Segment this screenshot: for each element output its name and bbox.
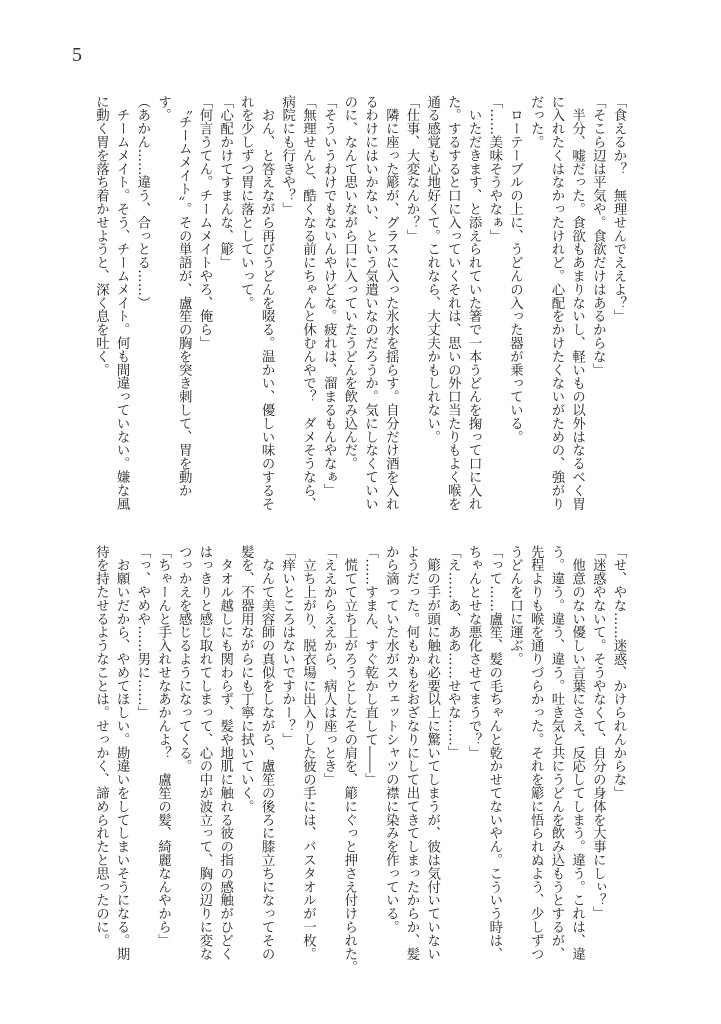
text-line: 「……美味そうやなぁ」: [486, 95, 502, 243]
text-line: るわけにはいかない、という気遣いなのだろうか。気にしなくていい: [362, 95, 378, 511]
text-line: お願いだから、やめてほしい。勘違いをしてしまいそうになる。期: [114, 545, 130, 961]
text-line: うどんを口に運ぶ。: [507, 545, 523, 666]
text-line: 「心配かけてすまんな、簓」: [217, 95, 233, 270]
text-line: ローテーブルの上に、うどんの入った器が乗っている。: [507, 95, 523, 444]
page-number: 5: [72, 44, 82, 66]
text-line: 待を持たせるようなことは。せっかく、諦められたと思ったのに。: [93, 545, 109, 947]
text-line: 「せ、やな……迷惑、かけられんからな」: [611, 545, 626, 800]
text-line: 簓の手が頭に触れ必要以上に驚いてしまうが、彼は気付いていない: [424, 545, 440, 961]
text-line: タオル越しにも関わらず、髪や地肌に触れる彼の指の感触がひどく: [217, 545, 233, 961]
text-line: 「って……盧笙、髪の毛ちゃんと乾かせてないやん。こういう時は、: [486, 545, 502, 961]
text-line: ようだった。何もかもをおざなりにして出てきてしまったからか、髪: [403, 545, 419, 961]
text-line: 「迷惑やないて。そうやなくて、自分の身体を大事にしぃ？」: [590, 545, 606, 921]
text-line: 「痒いところはないですかー？」: [279, 545, 295, 746]
text-line: 髪を、不器用ながらにも丁寧に拭いていく。: [238, 545, 254, 813]
text-line: 慌てて立ち上がろうとしたその肩を、簓にぐっと押さえ付けられた。: [341, 545, 357, 974]
text-line: から滴っていた水がスウェットシャツの襟に染みを作っている。: [383, 545, 399, 934]
text-line: に入れたくはなかったけれど。心配をかけたくないがための、強がり: [548, 95, 564, 511]
text-line: はっきりと感じ取れてしまって、心の中が波立って、胸の辺りに変な: [196, 545, 212, 961]
text-line: 「っ、やめや……男に……」: [134, 545, 150, 720]
text-line: 病院にも行きや？」: [279, 95, 295, 216]
text-line: 「ええからええから、病人は座っとき」: [321, 545, 337, 787]
text-line: チームメイト。そう、チームメイト。何も間違っていない。嫌な風: [114, 95, 130, 511]
text-line: に動く胃を落ち着かせようと、深く息を吐く。: [93, 95, 109, 377]
text-line: 「そういうわけでもないんやけどな。疲れは、溜まるもんやなぁ」: [321, 95, 337, 497]
text-line: （あかん……違う、合っとる……）: [134, 95, 150, 310]
text-line: 「ちゃーんと手入れせなあかんよ？ 盧笙の髪、綺麗なんやから」: [155, 545, 171, 947]
text-line: 「食えるか？ 無理せんでええよ？」: [611, 95, 626, 323]
text-line: 通る感覚も心地好くて。これなら、大丈夫かもしれない。: [424, 95, 440, 444]
text-line: 他意のない優しい言葉にさえ、反応してしまう。違う。これは、違: [569, 545, 585, 961]
text-line: 「無理せんと、酷くなる前にちゃんと休むんやで？ ダメそうなら、: [300, 95, 316, 511]
text-line: 半分、嘘だった。食欲もあまりないし、軽いもの以外はなるべく胃: [569, 95, 585, 511]
text-line: 「……すまん、すぐ乾かし直して――」: [362, 545, 378, 787]
text-line: おん、と答えながら再びうどんを啜る。温かい、優しい味のするそ: [259, 95, 275, 511]
text-line: 「何言うてん。チームメイトやろ、俺ら」: [196, 95, 212, 350]
text-line: れを少しずつ胃に落としていって。: [238, 95, 254, 310]
text-line: つっかえを感じるようになってくる。: [176, 545, 192, 773]
text-line: いただきます、と添えられていた箸で一本うどんを掬って口に入れ: [466, 95, 482, 511]
text-line: 隣に座った簓が、グラスに入った氷水を揺らす。自分だけ酒を入れ: [383, 95, 399, 511]
text-line: 〝チームメイト〟。その単語が、盧笙の胸を突き刺して、胃を動か: [176, 95, 192, 497]
text-line: す。: [155, 95, 171, 122]
text-line: だった。: [528, 95, 544, 149]
text-block-lower: [90, 545, 628, 974]
text-line: う。違う。違う、違う。吐き気と共にうどんを飲み込もうとするが、: [548, 545, 564, 961]
text-line: 先程よりも喉を通りづらかった。それを簓に悟られぬよう、少しずつ: [528, 545, 544, 961]
text-line: ちゃんとせな悪化させてまうで？」: [466, 545, 482, 760]
text-line: た。するすると口に入っていくそれは、思いの外口当たりもよく喉を: [445, 95, 461, 511]
text-line: 「仕事、大変なんか？」: [403, 95, 419, 243]
text-block-upper: [90, 95, 628, 515]
text-line: 立ち上がり、脱衣場に出入りした彼の手には、バスタオルが一枚。: [300, 545, 316, 961]
text-line: 「え……あ、ああ……せやな……」: [445, 545, 461, 760]
text-line: なんて美容師の真似をしながら、盧笙の後ろに膝立ちになってその: [259, 545, 275, 961]
text-line: のに、なんて思いながら口に入っていたうどんを飲み込んだ。: [341, 95, 357, 471]
text-line: 「そこら辺は平気や。食欲だけはあるからな」: [590, 95, 606, 377]
